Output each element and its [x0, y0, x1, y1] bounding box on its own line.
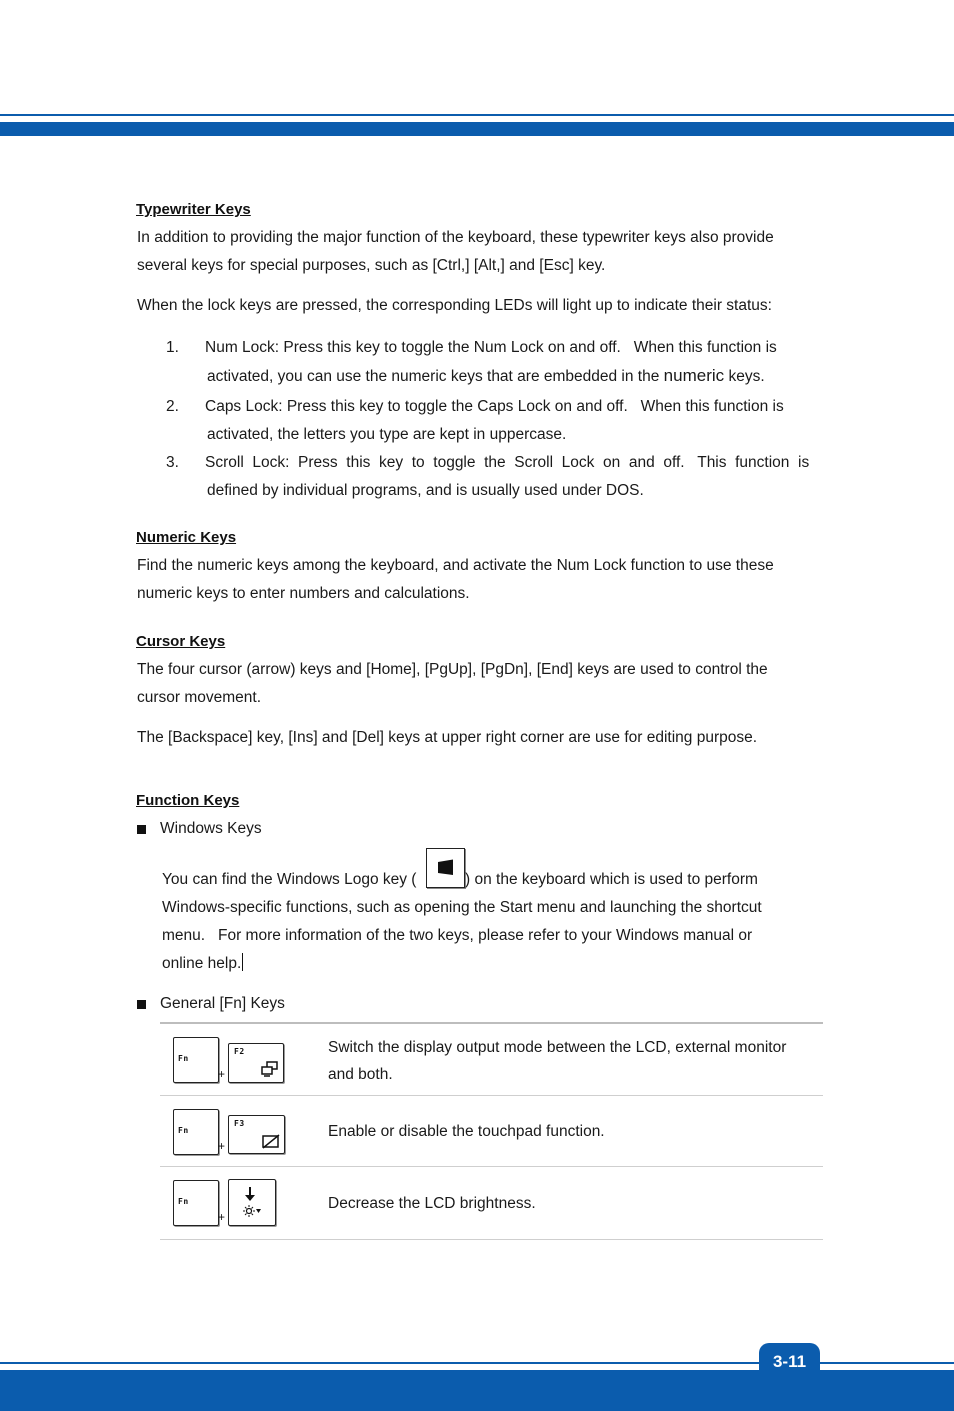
- windows-text-line1b: ) on the keyboard which is used to perform: [465, 871, 758, 888]
- windows-text-line4: online help.: [162, 955, 242, 972]
- list-item-scroll-lock-line1: Scroll Lock: Press this key to toggle the Scroll Lock on and off. This function is: [205, 454, 810, 471]
- list-item-caps-lock-line1: Caps Lock: Press this key to toggle the Caps Lock on and off. When this function is: [205, 398, 784, 415]
- fn-keys-bullet: General [Fn] Keys: [160, 995, 285, 1012]
- f3-key-icon: F3: [228, 1115, 285, 1154]
- windows-keys-bullet: Windows Keys: [160, 820, 262, 837]
- fn-f2-desc-line1: Switch the display output mode between the LCD, external monitor: [328, 1039, 787, 1056]
- fn-key-icon: Fn: [173, 1180, 219, 1226]
- windows-logo-key-icon: [426, 848, 465, 888]
- windows-text-line1a: You can find the Windows Logo key (: [162, 871, 417, 888]
- typewriter-p1-line2: several keys for special purposes, such as [Ctrl,] [Alt,] and [Esc] key.: [137, 257, 606, 274]
- list-item-number: 1.: [166, 339, 179, 356]
- typewriter-p1-line1: In addition to providing the major function of the keyboard, these typewriter keys also provide: [137, 229, 774, 246]
- fn-key-icon: Fn: [173, 1109, 219, 1155]
- list-item-scroll-lock-line2: defined by individual programs, and is usually used under DOS.: [207, 482, 644, 499]
- fn-f2-desc-line2: and both.: [328, 1066, 393, 1083]
- header-rule: [0, 114, 954, 116]
- function-keys-heading: Function Keys: [136, 792, 240, 809]
- table-row: Fn + Decrease the LCD brightness.: [160, 1167, 823, 1239]
- list-item-caps-lock-line2: activated, the letters you type are kept in uppercase.: [207, 426, 567, 443]
- list-item-num-lock-line1: Num Lock: Press this key to toggle the Num Lock on and off. When this function is: [205, 339, 777, 356]
- typewriter-keys-heading: Typewriter Keys: [136, 201, 251, 218]
- windows-logo-icon: [427, 849, 464, 887]
- fn-brightness-desc: Decrease the LCD brightness.: [328, 1195, 536, 1212]
- square-bullet-icon: [137, 1000, 146, 1009]
- numeric-line1: Find the numeric keys among the keyboard, and activate the Num Lock function to use these: [137, 557, 774, 574]
- touchpad-toggle-icon: [262, 1134, 280, 1149]
- numeric-line2: numeric keys to enter numbers and calculations.: [137, 585, 470, 602]
- fn-f3-desc: Enable or disable the touchpad function.: [328, 1123, 605, 1140]
- windows-text-line3: menu. For more information of the two keys, please refer to your Windows manual or: [162, 927, 753, 944]
- list-item-num-lock-line2: activated, you can use the numeric keys that are embedded in the numeric keys.: [207, 366, 765, 385]
- list-item-number: 2.: [166, 398, 179, 415]
- f2-key-icon: F2: [228, 1043, 284, 1083]
- page-number: 3-11: [759, 1343, 820, 1411]
- cursor-keys-heading: Cursor Keys: [136, 633, 226, 650]
- table-row: Fn + F2 Switch the display output mode between the LCD, external monitor and both.: [160, 1024, 823, 1095]
- numeric-keys-heading: Numeric Keys: [136, 529, 237, 546]
- fn-key-icon: Fn: [173, 1037, 219, 1083]
- brightness-down-icon: [241, 1186, 263, 1220]
- list-item-number: 3.: [166, 454, 179, 471]
- header-band: [0, 122, 954, 136]
- cursor-line1: The four cursor (arrow) keys and [Home], [PgUp], [PgDn], [End] keys are used to control the: [137, 661, 768, 678]
- square-bullet-icon: [137, 825, 146, 834]
- cursor-line2: cursor movement.: [137, 689, 262, 706]
- typewriter-p2: When the lock keys are pressed, the corresponding LEDs will light up to indicate their status:: [137, 297, 772, 314]
- cursor-line3: The [Backspace] key, [Ins] and [Del] keys at upper right corner are use for editing purpose.: [137, 729, 758, 746]
- table-row: Fn + F3 Enable or disable the touchpad function.: [160, 1096, 823, 1166]
- windows-text-line2: Windows-specific functions, such as opening the Start menu and launching the shortcut: [162, 899, 762, 916]
- brightness-down-key-icon: [228, 1179, 276, 1226]
- table-bottom-rule: [160, 1239, 823, 1240]
- text-cursor-icon: [242, 953, 243, 971]
- display-switch-icon: [261, 1061, 279, 1077]
